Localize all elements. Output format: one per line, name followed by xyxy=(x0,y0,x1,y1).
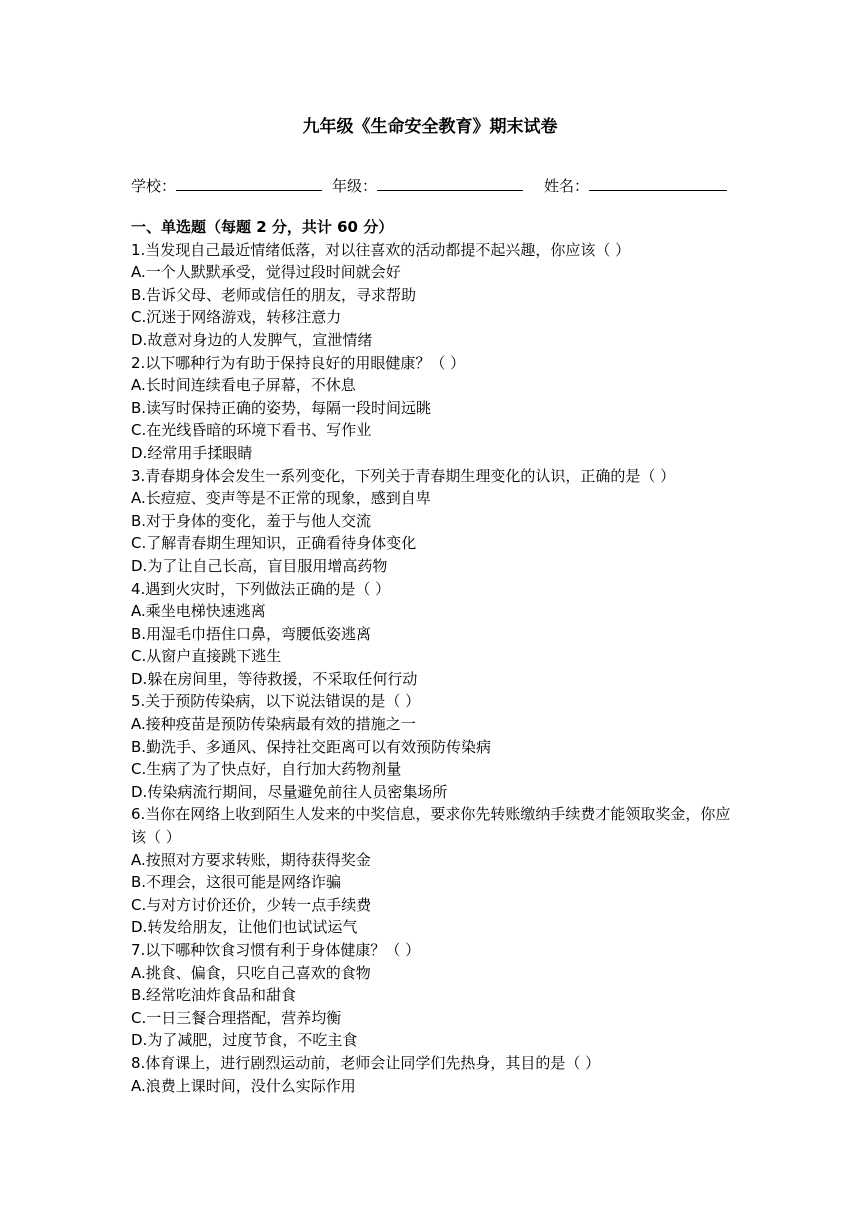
option-d: D.为了让自己长高，盲目服用增高药物 xyxy=(131,556,388,575)
exam-content xyxy=(131,216,731,1097)
exam-title: 九年级《生命安全教育》期末试卷 xyxy=(302,117,558,137)
question-stem: 1.当发现自己最近情绪低落，对以往喜欢的活动都提不起兴趣，你应该（ ） xyxy=(131,240,631,259)
option-a: A.一个人默默承受，觉得过段时间就会好 xyxy=(131,263,401,282)
name-field xyxy=(544,173,727,198)
option-b: B.经常吃油炸食品和甜食 xyxy=(131,986,297,1005)
school-label: 学校： xyxy=(131,177,177,195)
option-b: B.读写时保持正确的姿势，每隔一段时间远眺 xyxy=(131,398,432,417)
option-d: D.经常用手揉眼睛 xyxy=(131,443,253,462)
name-blank xyxy=(589,173,727,191)
student-info-row xyxy=(131,173,751,197)
grade-label: 年级： xyxy=(332,177,378,195)
option-c: C.了解青春期生理知识，正确看待身体变化 xyxy=(131,534,417,553)
question-5 xyxy=(131,690,731,803)
question-stem: 6.当你在网络上收到陌生人发来的中奖信息，要求你先转账缴纳手续费才能领取奖金，你应该（ ） xyxy=(131,805,731,847)
school-field xyxy=(131,173,322,198)
option-c: C.沉迷于网络游戏，转移注意力 xyxy=(131,308,342,327)
option-a: A.长痘痘、变声等是不正常的现象，感到自卑 xyxy=(131,489,431,508)
question-stem: 4.遇到火灾时，下列做法正确的是（ ） xyxy=(131,579,391,598)
option-b: B.对于身体的变化，羞于与他人交流 xyxy=(131,511,372,530)
question-2 xyxy=(131,352,731,465)
question-stem: 3.青春期身体会发生一系列变化，下列关于青春期生理变化的认识，正确的是（ ） xyxy=(131,466,676,485)
question-stem: 7.以下哪种饮食习惯有利于身体健康？（ ） xyxy=(131,941,421,959)
option-d: D.故意对身边的人发脾气，宣泄情绪 xyxy=(131,330,373,349)
question-6 xyxy=(131,803,731,939)
option-d: D.为了减肥，过度节食，不吃主食 xyxy=(131,1031,358,1050)
question-stem: 5.关于预防传染病，以下说法错误的是（ ） xyxy=(131,692,421,711)
option-b: B.不理会，这很可能是网络诈骗 xyxy=(131,873,342,892)
option-b: B.勤洗手、多通风、保持社交距离可以有效预防传染病 xyxy=(131,737,492,756)
option-d: D.转发给朋友，让他们也试试运气 xyxy=(131,918,358,937)
grade-blank xyxy=(377,173,523,191)
question-stem: 2.以下哪种行为有助于保持良好的用眼健康？（ ） xyxy=(131,353,466,372)
question-8 xyxy=(131,1052,731,1097)
question-3 xyxy=(131,465,731,578)
option-d: D.传染病流行期间，尽量避免前往人员密集场所 xyxy=(131,782,448,801)
option-c: C.生病了为了快点好，自行加大药物剂量 xyxy=(131,760,402,779)
question-stem: 8.体育课上，进行剧烈运动前，老师会让同学们先热身，其目的是（ ） xyxy=(131,1053,601,1072)
option-c: C.一日三餐合理搭配，营养均衡 xyxy=(131,1008,342,1027)
option-a: A.按照对方要求转账，期待获得奖金 xyxy=(131,850,371,869)
option-a: A.接种疫苗是预防传染病最有效的措施之一 xyxy=(131,715,416,734)
option-c: C.从窗户直接跳下逃生 xyxy=(131,647,282,666)
option-a: A.长时间连续看电子屏幕，不休息 xyxy=(131,376,356,395)
question-1 xyxy=(131,239,731,352)
question-4 xyxy=(131,578,731,691)
option-a: A.乘坐电梯快速逃离 xyxy=(131,602,266,621)
option-b: B.用湿毛巾捂住口鼻，弯腰低姿逃离 xyxy=(131,624,372,643)
section-title: 一、单选题（每题 2 分，共计 60 分） xyxy=(131,218,394,236)
option-a: A.浪费上课时间，没什么实际作用 xyxy=(131,1076,356,1095)
option-b: B.告诉父母、老师或信任的朋友，寻求帮助 xyxy=(131,285,417,304)
option-a: A.挑食、偏食，只吃自己喜欢的食物 xyxy=(131,963,371,982)
question-7 xyxy=(131,939,731,1052)
option-d: D.躲在房间里，等待救援，不采取任何行动 xyxy=(131,669,418,688)
school-blank xyxy=(176,173,322,191)
option-c: C.在光线昏暗的环境下看书、写作业 xyxy=(131,421,372,440)
option-c: C.与对方讨价还价，少转一点手续费 xyxy=(131,895,372,914)
grade-field xyxy=(332,173,523,198)
name-label: 姓名： xyxy=(544,177,590,195)
